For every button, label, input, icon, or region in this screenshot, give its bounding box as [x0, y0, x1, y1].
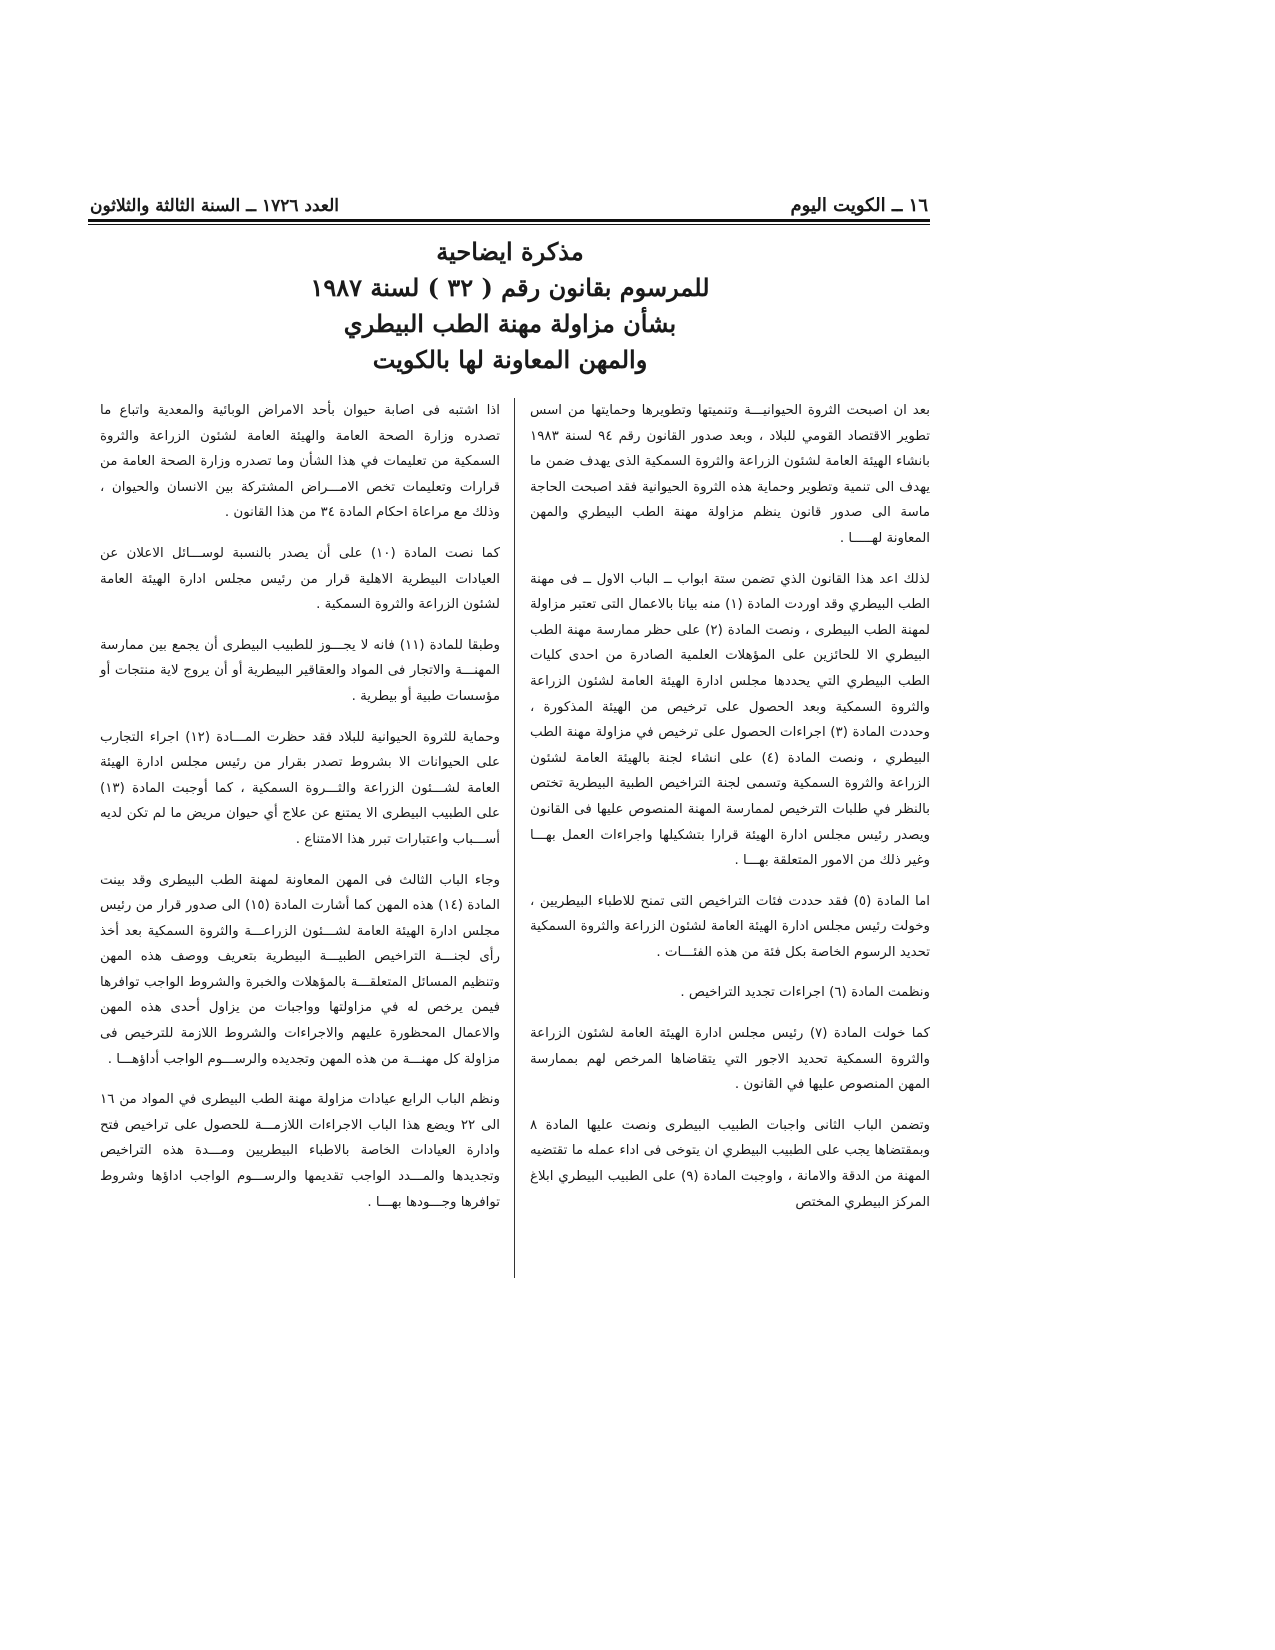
paragraph: كما نصت المادة (١٠) على أن يصدر بالنسبة لوســـائل الاعلان عن العيادات البيطرية الاهلية قرار من رئيس مجلس ادارة الهيئة العامة لشئون الزراعة والثروة السمكية . — [100, 545, 501, 613]
right-column — [530, 398, 930, 1230]
paragraph: اما المادة (٥) فقد حددت فئات التراخيص التى تمنح للاطباء البيطريين ، وخولت رئيس مجلس ادارة الهيئة العامة لشئون الزراعة والثروة السمكية تحديد الرسوم الخاصة بكل فئة من هذه الفئـــات . — [530, 893, 931, 960]
title-line-1: مذكرة ايضاحية — [436, 237, 584, 266]
paragraph: ونظم الباب الرابع عيادات مزاولة مهنة الطب البيطرى في المواد من ١٦ الى ٢٢ ويضع هذا الباب الاجراءات اللازمـــة للحصول على تراخيص فتح وادارة العيادات الخاصة بالاطباء البيطريين ومـــدة هذه التراخيص وتجديدها والمـــدد الواجب تقديمها والرســـوم الواجب اداؤها وشروط توافرها وجـــودها بهـــا . — [100, 1092, 501, 1210]
column-divider — [514, 398, 515, 1278]
title-line-2: للمرسوم بقانون رقم ( ٣٢ ) لسنة ١٩٨٧ — [310, 273, 710, 302]
paragraph: وطبقا للمادة (١١) فانه لا يجـــوز للطبيب البيطرى أن يجمع بين ممارسة المهنـــة والاتجار فى المواد والعقاقير البيطرية أو أن يروج لاية منتجات أو مؤسسات طبية أو بيطرية . — [100, 637, 500, 704]
title-line-4: والمهن المعاونة لها بالكويت — [372, 345, 648, 374]
header-rule — [88, 219, 930, 225]
document-title — [200, 234, 820, 378]
paragraph: وتضمن الباب الثانى واجبات الطبيب البيطرى ونصت عليها المادة ٨ وبمقتضاها يجب على الطبيب البيطري ان يتوخى فى اداء عمله ما تقتضيه المهنة من الدقة والامانة ، واوجبت المادة (٩) على الطبيب البيطري ابلاغ المركز البيطري المختص — [530, 1117, 930, 1210]
paragraph: وحماية للثروة الحيوانية للبلاد فقد حظرت المـــادة (١٢) اجراء التجارب على الحيوانات الا بشروط تصدر بقرار من رئيس مجلس ادارة الهيئة العامة لشـــئون الزراعة والثـــروة السمكية ، كما أوجبت المادة (١٣) على الطبيب البيطرى الا يمتنع عن علاج أي حيوان مريض ما لم تكن لديه أســـباب واعتبارات تبرر هذا الامتناع . — [100, 729, 500, 847]
paragraph: وجاء الباب الثالث فى المهن المعاونة لمهنة الطب البيطرى وقد بينت المادة (١٤) هذه المهن كما أشارت المادة (١٥) الى صدور قرار من رئيس مجلس ادارة الهيئة العامة لشـــئون الزراعـــة والثروة السمكية بعد أخذ رأى لجنـــة التراخيص الطبيـــة البيطرية بتعريف ووصف هذه المهن وتنظيم المسائل المتعلقـــة بالمؤهلات والخبرة والشروط الواجب توافرها فيمن يرخص له في مزاولتها وواجبات من يزاول أحدى هذه المهن والاعمال المحظورة عليهم والاجراءات والشروط اللازمة للترخيص فى مزاولة كل مهنـــة من هذه المهن وتجديده والرســـوم الواجب أداؤهـــا . — [100, 872, 500, 1067]
page-header — [90, 190, 928, 216]
page-number-and-newspaper: ١٦ ــ الكويت اليوم — [790, 195, 928, 216]
paragraph: لذلك اعد هذا القانون الذي تضمن ستة ابواب ــ الباب الاول ــ فى مهنة الطب البيطري وقد اوردت المادة (١) منه بيانا بالاعمال التى تعتبر مزاولة لمهنة الطب البيطرى ، ونصت المادة (٢) على حظر ممارسة مهنة الطب البيطري الا للحائزين على المؤهلات العلمية الصادرة من احدى كليات الطب البيطري التي يحددها مجلس ادارة الهيئة العامة لشئون الزراعة والثروة السمكية وبعد الحصول على ترخيص من الهيئة المذكورة ، وحددت المادة (٣) اجراءات الحصول على ترخيص في مزاولة مهنة الطب البيطري ، ونصت المادة (٤) على انشاء لجنة بالهيئة العامة لشئون الزراعة والثروة السمكية وتسمى لجنة التراخيص الطبية البيطرية تختص بالنظر في طلبات الترخيص لممارسة المهنة المنصوص عليها فى القانون ويصدر رئيس مجلس ادارة الهيئة قرارا بتشكيلها واجراءات العمل بهـــا وغير ذلك من الامور المتعلقة بهـــا . — [530, 571, 930, 869]
paragraph: ونظمت المادة (٦) اجراءات تجديد التراخيص . — [680, 985, 930, 1001]
paragraph: بعد ان اصبحت الثروة الحيوانيـــة وتنميتها وتطويرها وحمايتها من اسس تطوير الاقتصاد القومي للبلاد ، وبعد صدور القانون رقم ٩٤ لسنة ١٩٨٣ بانشاء الهيئة العامة لشئون الزراعة والثروة السمكية الذى يهدف ضمن ما يهدف الى تنمية وتطوير وحماية هذه الثروة الحيوانية فقد اصبحت الحاجة ماسة الى صدور قانون ينظم مزاولة مهنة الطب البيطري والمهن المعاونة لهـــــا . — [530, 403, 930, 546]
left-column — [100, 398, 500, 1230]
issue-info: العدد ١٧٢٦ ــ السنة الثالثة والثلاثون — [90, 196, 340, 216]
paragraph: اذا اشتبه فى اصابة حيوان بأحد الامراض الوبائية والمعدية واتباع ما تصدره وزارة الصحة العامة والهيئة العامة لشئون الزراعة والثروة السمكية من تعليمات في هذا الشأن وما تصدره وزارة الصحة العامة من قرارات وتعليمات تخص الامـــراض المشتركة بين الانسان والحيوان ، وذلك مع مراعاة احكام المادة ٣٤ من هذا القانون . — [100, 403, 500, 521]
title-line-3: بشأن مزاولة مهنة الطب البيطري — [343, 309, 677, 338]
paragraph: كما خولت المادة (٧) رئيس مجلس ادارة الهيئة العامة لشئون الزراعة والثروة السمكية تحديد الاجور التي يتقاضاها المرخص لهم بممارسة المهن المنصوص عليها في القانون . — [530, 1026, 930, 1093]
